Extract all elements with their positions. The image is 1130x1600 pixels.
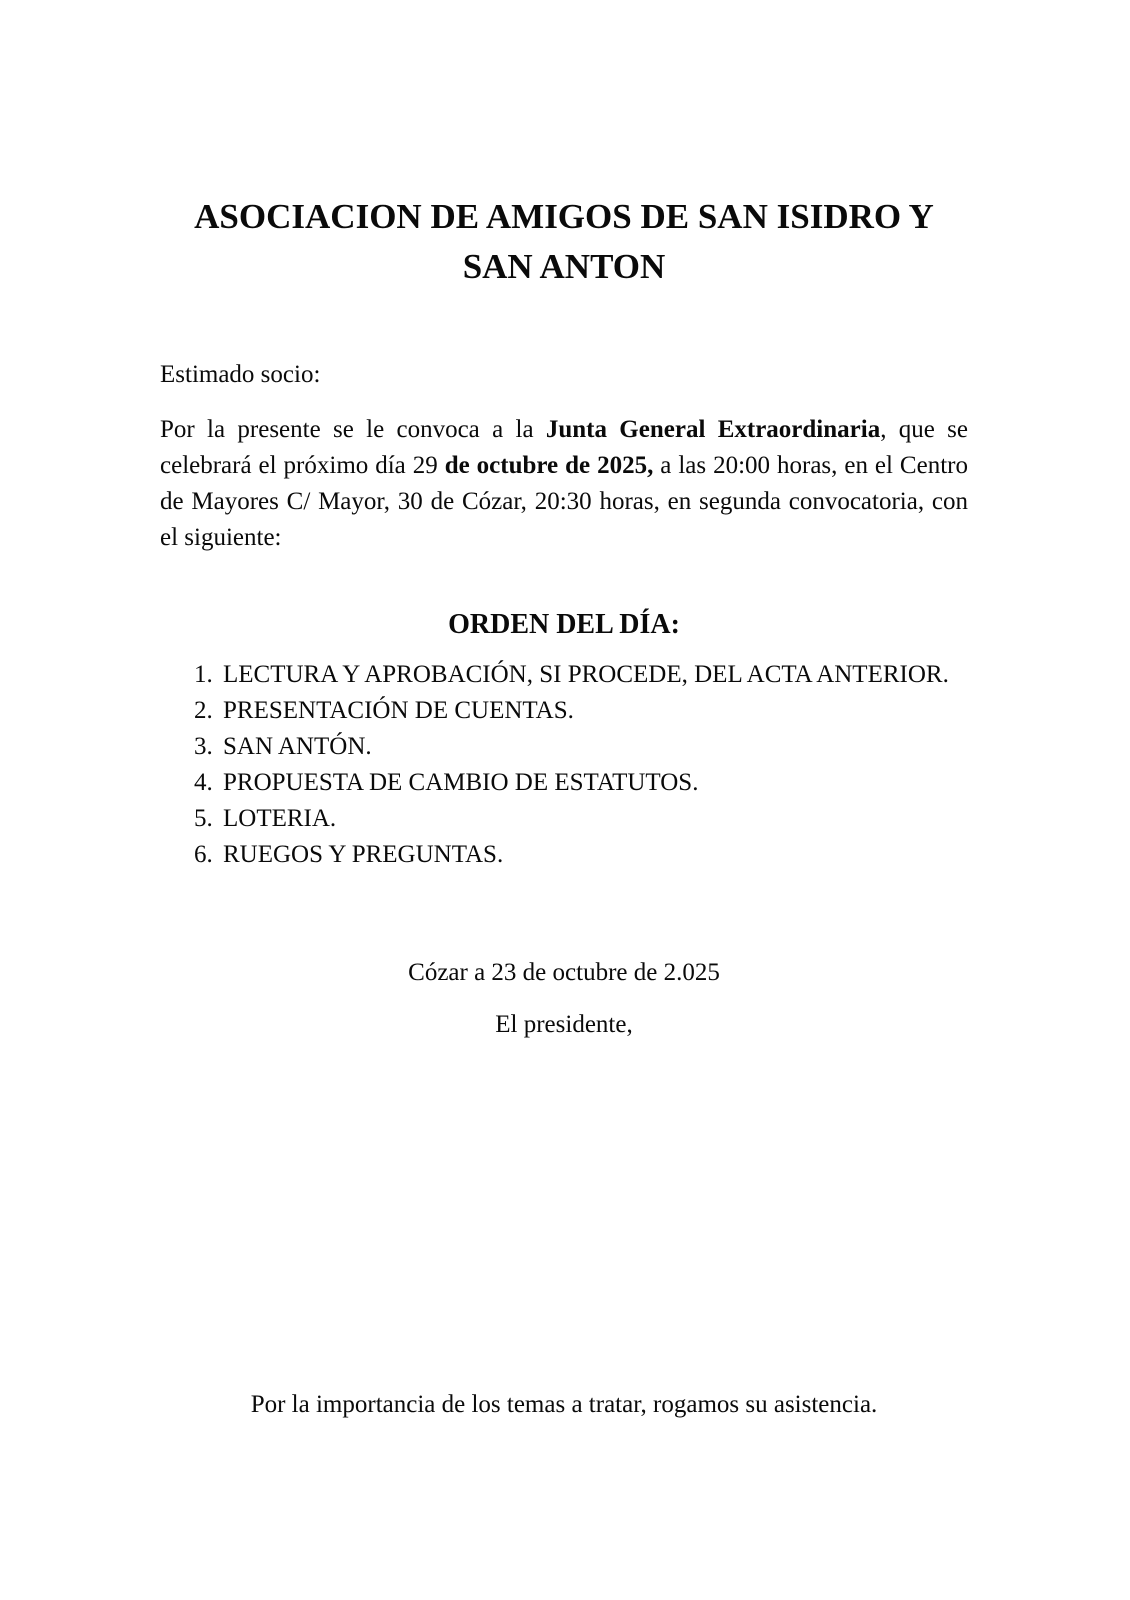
document-title-line-2: SAN ANTON (462, 247, 666, 286)
agenda-item-6 (194, 837, 968, 873)
agenda-item-1 (194, 657, 968, 693)
agenda-item-3-number: 3. (194, 733, 213, 760)
document-title-line-1: ASOCIACION DE AMIGOS DE SAN ISIDRO Y (194, 197, 934, 236)
agenda-item-5 (194, 801, 968, 837)
intro-text-1: Por la presente se le convoca a la (160, 416, 546, 443)
agenda-heading: ORDEN DEL DÍA: (448, 609, 680, 640)
agenda-item-2-number: 2. (194, 697, 213, 724)
agenda-item-2 (194, 693, 968, 729)
agenda-item-1-text: LECTURA Y APROBACIÓN, SI PROCEDE, DEL ACTA ANTERIOR. (223, 661, 949, 688)
intro-text-2: , que se celebrará el próximo día 29 (160, 416, 968, 479)
signature-line: El presidente, (495, 1011, 633, 1038)
agenda-item-6-text: RUEGOS Y PREGUNTAS. (223, 841, 504, 868)
agenda-list (194, 657, 968, 873)
intro-text-3: a las 20:00 horas, en el Centro de Mayores C/ Mayor, 30 de Cózar, 20:30 horas, en segunda convocatoria, con el siguiente: (160, 452, 968, 551)
dateline: Cózar a 23 de octubre de 2.025 (408, 959, 720, 986)
agenda-item-3 (194, 729, 968, 765)
document-title (160, 192, 968, 292)
agenda-item-4 (194, 765, 968, 801)
intro-bold-date: de octubre de 2025, (444, 452, 654, 479)
agenda-item-6-number: 6. (194, 841, 213, 868)
intro-paragraph (160, 412, 968, 556)
closing-note: Por la importancia de los temas a tratar, rogamos su asistencia. (250, 1391, 878, 1418)
salutation: Estimado socio: (160, 361, 321, 388)
document-content (160, 0, 968, 1600)
agenda-item-4-number: 4. (194, 769, 213, 796)
agenda-item-3-text: SAN ANTÓN. (223, 733, 372, 760)
agenda-item-5-number: 5. (194, 805, 213, 832)
agenda-item-5-text: LOTERIA. (223, 805, 337, 832)
agenda-item-1-number: 1. (194, 661, 213, 688)
agenda-item-2-text: PRESENTACIÓN DE CUENTAS. (223, 697, 574, 724)
agenda-item-4-text: PROPUESTA DE CAMBIO DE ESTATUTOS. (223, 769, 699, 796)
intro-bold-meeting-name: Junta General Extraordinaria (545, 416, 881, 443)
